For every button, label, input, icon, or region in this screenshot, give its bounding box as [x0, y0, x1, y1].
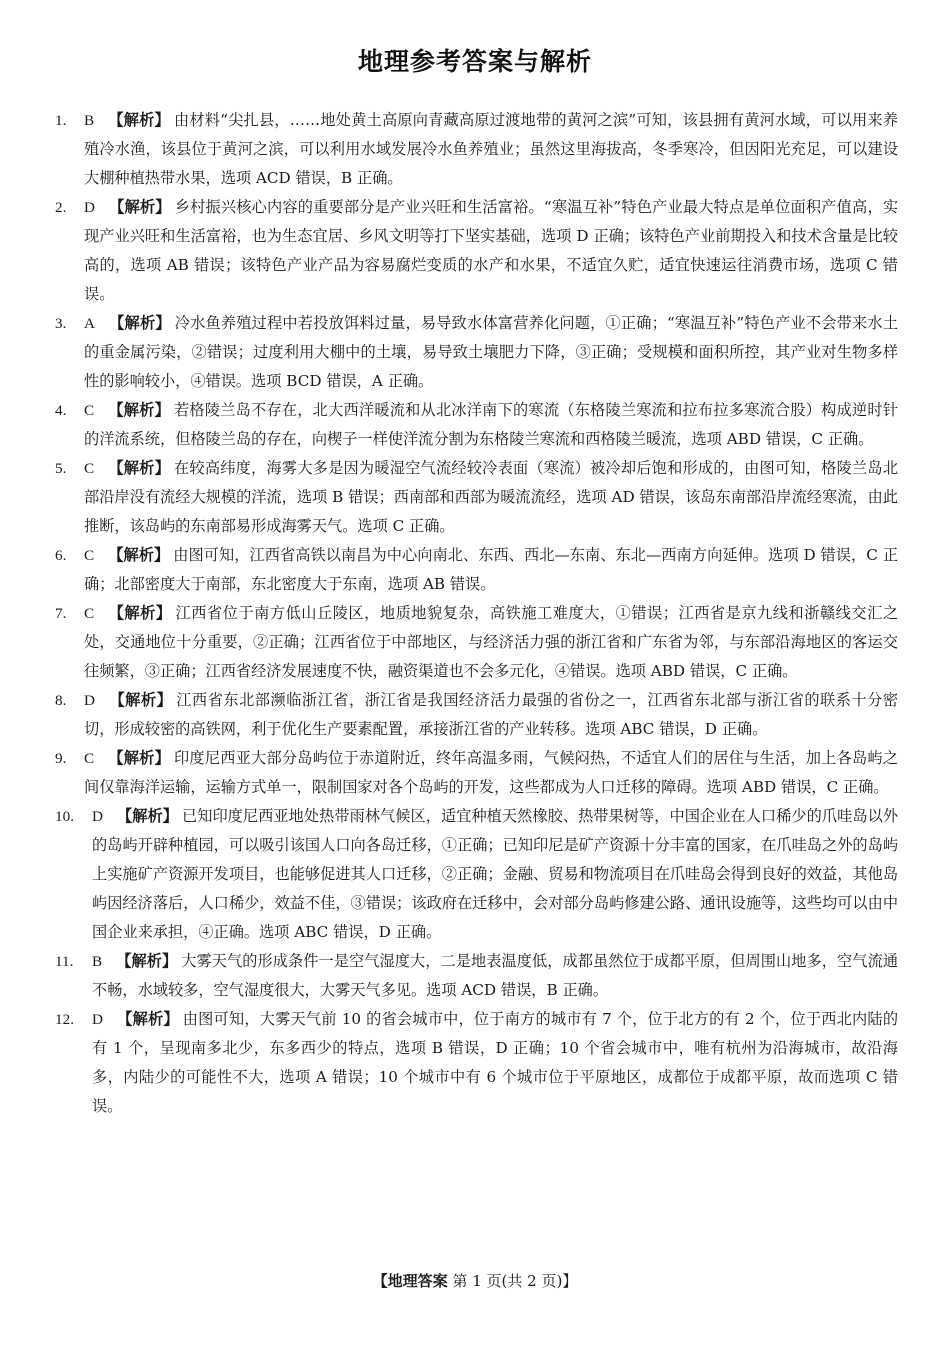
item-number: 5. [55, 460, 67, 477]
item-answer: A [84, 315, 95, 332]
analysis-tag: 【解析】 [108, 198, 171, 216]
item-number: 11. [55, 953, 74, 970]
answer-item-7 [55, 599, 898, 686]
item-answer: D [92, 808, 103, 825]
page-footer [0, 1270, 950, 1291]
item-explanation: 在较高纬度，海雾大多是因为暖湿空气流经较冷表面（寒流）被冷却后饱和形成的，由图可知，格陵兰岛北部沿岸没有流经大规模的洋流，选项 B 错误；西南部和西部为暖流流经，选项 AD 错误，该岛东南部沿岸流经寒流，由此推断，该岛屿的东南部易形成海雾天气。选项 C 正确。 [84, 459, 899, 535]
answer-item-8 [55, 686, 898, 744]
item-answer: D [84, 199, 95, 216]
answer-item-4 [55, 396, 898, 454]
answer-item-6 [55, 541, 898, 599]
item-number: 9. [55, 750, 67, 767]
item-number: 12. [55, 1011, 74, 1028]
item-explanation: 若格陵兰岛不存在，北大西洋暖流和从北冰洋南下的寒流（东格陵兰寒流和拉布拉多寒流合股）构成逆时针的洋流系统，但格陵兰岛的存在，向楔子一样使洋流分割为东格陵兰寒流和西格陵兰暖流，选项 ABD 错误，C 正确。 [84, 401, 899, 448]
analysis-tag: 【解析】 [116, 807, 178, 825]
answer-list [55, 106, 898, 1121]
footer-page-info: 第 1 页(共 2 页)】 [452, 1272, 578, 1290]
item-answer: C [84, 547, 95, 564]
item-answer: C [84, 460, 95, 477]
item-number: 10. [55, 808, 74, 825]
item-answer: D [92, 1011, 103, 1028]
item-answer: C [84, 402, 95, 419]
analysis-tag: 【解析】 [108, 314, 171, 332]
item-number: 2. [55, 199, 67, 216]
item-explanation: 江西省东北部濒临浙江省，浙江省是我国经济活力最强的省份之一，江西省东北部与浙江省的联系十分密切，形成较密的高铁网，利于优化生产要素配置，承接浙江省的产业转移。选项 ABC 错误，D 正确。 [84, 691, 899, 738]
analysis-tag: 【解析】 [108, 691, 173, 709]
item-explanation: 由材料“尖扎县，……地处黄土高原向青藏高原过渡地带的黄河之滨”可知，该县拥有黄河水域，可以用来养殖冷水渔，该县位于黄河之滨，可以利用水域发展冷水鱼养殖业；虽然这里海拔高，冬季寒冷，但因阳光充足，可以建设大棚种植热带水果，选项 ACD 错误，B 正确。 [84, 111, 899, 187]
page-title: 地理参考答案与解析 [357, 47, 592, 76]
analysis-tag: 【解析】 [108, 401, 170, 419]
item-answer: D [84, 692, 95, 709]
item-explanation: 由图可知，江西省高铁以南昌为中心向南北、东西、西北—东南、东北—西南方向延伸。选项 D 错误，C 正确；北部密度大于南部，东北密度大于东南，选项 AB 错误。 [84, 546, 899, 593]
item-number: 8. [55, 692, 67, 709]
item-number: 4. [55, 402, 67, 419]
analysis-tag: 【解析】 [108, 749, 170, 767]
item-explanation: 江西省位于南方低山丘陵区，地质地貌复杂，高铁施工难度大，①错误；江西省是京九线和浙赣线交汇之处，交通地位十分重要，②正确；江西省位于中部地区，与经济活力强的浙江省和广东省为邻，与东部沿海地区的客运交往频繁，③正确；江西省经济发展速度不快，融资渠道也不会多元化，④错误。选项 ABD 错误，C 正确。 [84, 604, 899, 680]
answer-item-11 [55, 947, 898, 1005]
analysis-tag: 【解析】 [108, 459, 170, 477]
answer-item-5 [55, 454, 898, 541]
answer-item-9 [55, 744, 898, 802]
item-explanation: 由图可知，大雾天气前 10 的省会城市中，位于南方的城市有 7 个，位于北方的有 2 个，位于西北内陆的有 1 个，呈现南多北少，东多西少的特点，选项 B 错误，D 正确；10 个省会城市中，唯有杭州为沿海城市，故沿海多，内陆少的可能性不大，选项 A 错误；10 个城市中有 6 个城市位于平原地区，成都位于成都平原，故而选项 C 错误。 [92, 1010, 899, 1115]
analysis-tag: 【解析】 [116, 1010, 179, 1028]
answer-item-12 [55, 1005, 898, 1121]
answer-item-10 [55, 802, 898, 947]
item-answer: B [84, 112, 95, 129]
item-answer: C [84, 750, 95, 767]
item-answer: C [84, 605, 95, 622]
item-number: 7. [55, 605, 67, 622]
item-number: 3. [55, 315, 67, 332]
analysis-tag: 【解析】 [116, 952, 178, 970]
footer-subject: 【地理答案 [372, 1272, 448, 1290]
item-explanation: 已知印度尼西亚地处热带雨林气候区，适宜种植天然橡胶、热带果树等，中国企业在人口稀少的爪哇岛以外的岛屿开辟种植园，可以吸引该国人口向各岛迁移，①正确；已知印尼是矿产资源十分丰富的国家，在爪哇岛之外的岛屿上实施矿产资源开发项目，也能够促进其人口迁移，②正确；金融、贸易和物流项目在爪哇岛会得到良好的效益，其他岛屿因经济落后，人口稀少，效益不佳，③错误；该政府在迁移中，会对部分岛屿修建公路、通讯设施等，这些均可以由中国企业来承担，④正确。选项 ABC 错误，D 正确。 [92, 807, 899, 941]
answer-item-1 [55, 106, 898, 193]
item-explanation: 冷水鱼养殖过程中若投放饵料过量，易导致水体富营养化问题，①正确；“寒温互补”特色产业不会带来水土的重金属污染，②错误；过度利用大棚中的土壤，易导致土壤肥力下降，③正确；受规模和面积所控，其产业对生物多样性的影响较小，④错误。选项 BCD 错误，A 正确。 [84, 314, 899, 390]
analysis-tag: 【解析】 [108, 604, 172, 622]
answer-item-3 [55, 309, 898, 396]
item-answer: B [92, 953, 103, 970]
item-explanation: 乡村振兴核心内容的重要部分是产业兴旺和生活富裕。“寒温互补”特色产业最大特点是单位面积产值高，实现产业兴旺和生活富裕，也为生态宜居、乡风文明等打下坚实基础，选项 D 正确；该特色产业前期投入和技术含量是比较高的，选项 AB 错误；该特色产业产品为容易腐烂变质的水产和水果，不适宜久贮，适宜快速运往消费市场，选项 C 错误。 [84, 198, 899, 303]
item-explanation: 印度尼西亚大部分岛屿位于赤道附近，终年高温多雨，气候闷热，不适宜人们的居住与生活，加上各岛屿之间仅靠海洋运输，运输方式单一，限制国家对各个岛屿的开发，这些都成为人口迁移的障碍。选项 ABD 错误，C 正确。 [84, 749, 899, 796]
item-number: 1. [55, 112, 67, 129]
answer-item-2 [55, 193, 898, 309]
item-explanation: 大雾天气的形成条件一是空气湿度大，二是地表温度低，成都虽然位于成都平原，但周围山地多，空气流通不畅，水域较多，空气湿度很大，大雾天气多见。选项 ACD 错误，B 正确。 [92, 952, 899, 999]
item-number: 6. [55, 547, 67, 564]
analysis-tag: 【解析】 [108, 111, 170, 129]
analysis-tag: 【解析】 [108, 546, 170, 564]
